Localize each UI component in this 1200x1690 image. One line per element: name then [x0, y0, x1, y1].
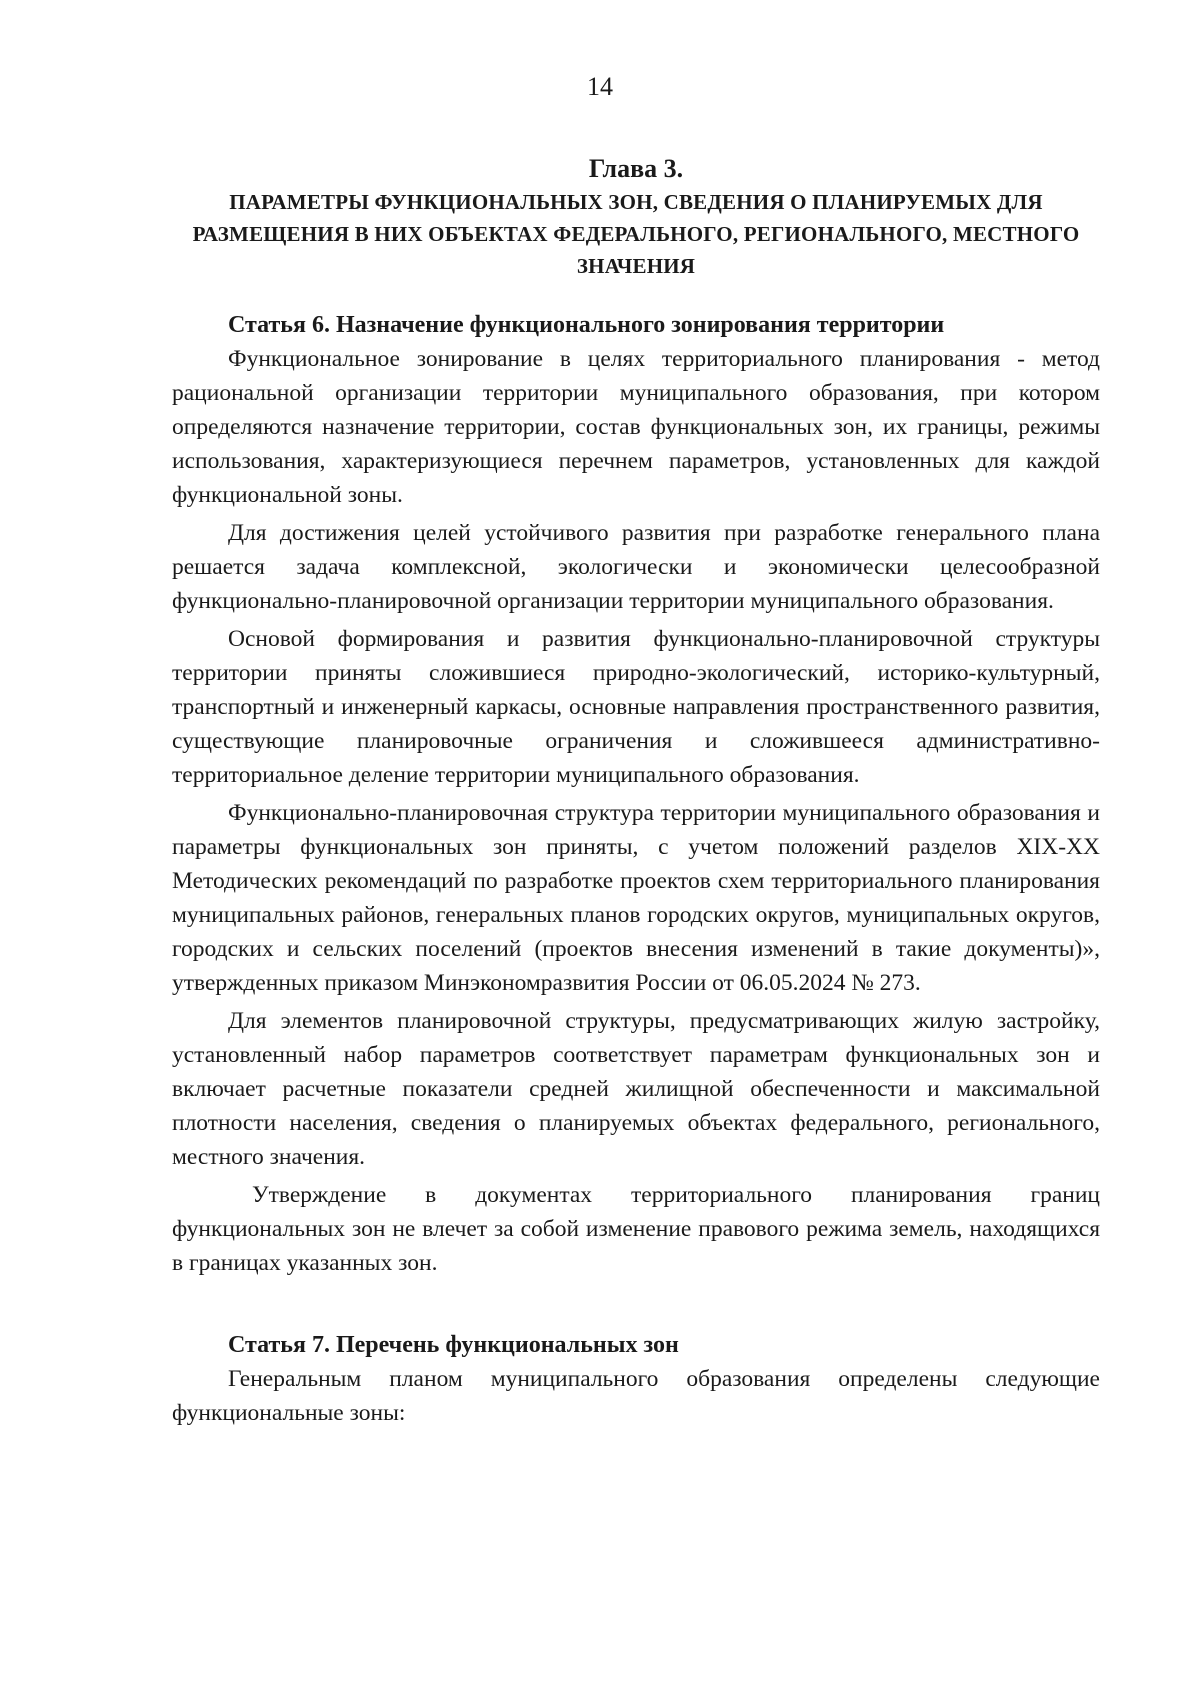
chapter-number: Глава 3. — [588, 154, 684, 183]
chapter-title: ПАРАМЕТРЫ ФУНКЦИОНАЛЬНЫХ ЗОН, СВЕДЕНИЯ О ПЛАНИРУЕМЫХ ДЛЯ РАЗМЕЩЕНИЯ В НИХ ОБЪЕКТАХ ФЕДЕРАЛЬНОГО, РЕГИОНАЛЬНОГО, МЕСТНОГО ЗНАЧЕНИЯ — [192, 190, 1080, 278]
article-6-heading: Статья 6. Назначение функционального зонирования территории — [228, 312, 945, 338]
article-6-paragraph-3: Основой формирования и развития функционально-планировочной структуры территории приняты сложившиеся природно-экологический, историко-культурный, транспортный и инженерный каркасы, основные направления пространственного развития, существующие планировочные ограничения и сложившееся административно-территориальное деление территории муниципального образования. — [172, 626, 1100, 788]
article-6-section — [172, 308, 1100, 1280]
article-6-paragraph-4: Функционально-планировочная структура территории муниципального образования и параметры функциональных зон приняты, с учетом положений разделов XIX-XX Методических рекомендаций по разработке проектов схем территориального планирования муниципальных районов, генеральных планов городских округов, муниципальных округов, городских и сельских поселений (проектов внесения изменений в такие документы)», утвержденных приказом Минэкономразвития России от 06.05.2024 № 273. — [172, 800, 1100, 996]
article-6-paragraph-1: Функциональное зонирование в целях территориального планирования - метод рациональной организации территории муниципального образования, при котором определяются назначение территории, состав функциональных зон, их границы, режимы использования, характеризующиеся перечнем параметров, установленных для каждой функциональной зоны. — [172, 346, 1100, 508]
article-6-paragraph-5: Для элементов планировочной структуры, предусматривающих жилую застройку, установленный набор параметров соответствует параметрам функциональных зон и включает расчетные показатели средней жилищной обеспеченности и максимальной плотности населения, сведения о планируемых объектах федерального, регионального, местного значения. — [172, 1008, 1100, 1170]
article-7-heading: Статья 7. Перечень функциональных зон — [228, 1332, 679, 1358]
chapter-heading — [172, 152, 1100, 282]
article-6-paragraph-2: Для достижения целей устойчивого развития при разработке генерального плана решается задача комплексной, экологически и экономически целесообразной функционально-планировочной организации территории муниципального образования. — [172, 520, 1100, 614]
article-6-paragraph-6: Утверждение в документах территориального планирования границ функциональных зон не влечет за собой изменение правового режима земель, находящихся в границах указанных зон. — [172, 1182, 1100, 1276]
page-content — [172, 152, 1100, 1430]
page-number: 14 — [587, 72, 613, 101]
article-7-paragraph-1: Генеральным планом муниципального образования определены следующие функциональные зоны: — [172, 1366, 1100, 1426]
article-7-section — [172, 1328, 1100, 1430]
